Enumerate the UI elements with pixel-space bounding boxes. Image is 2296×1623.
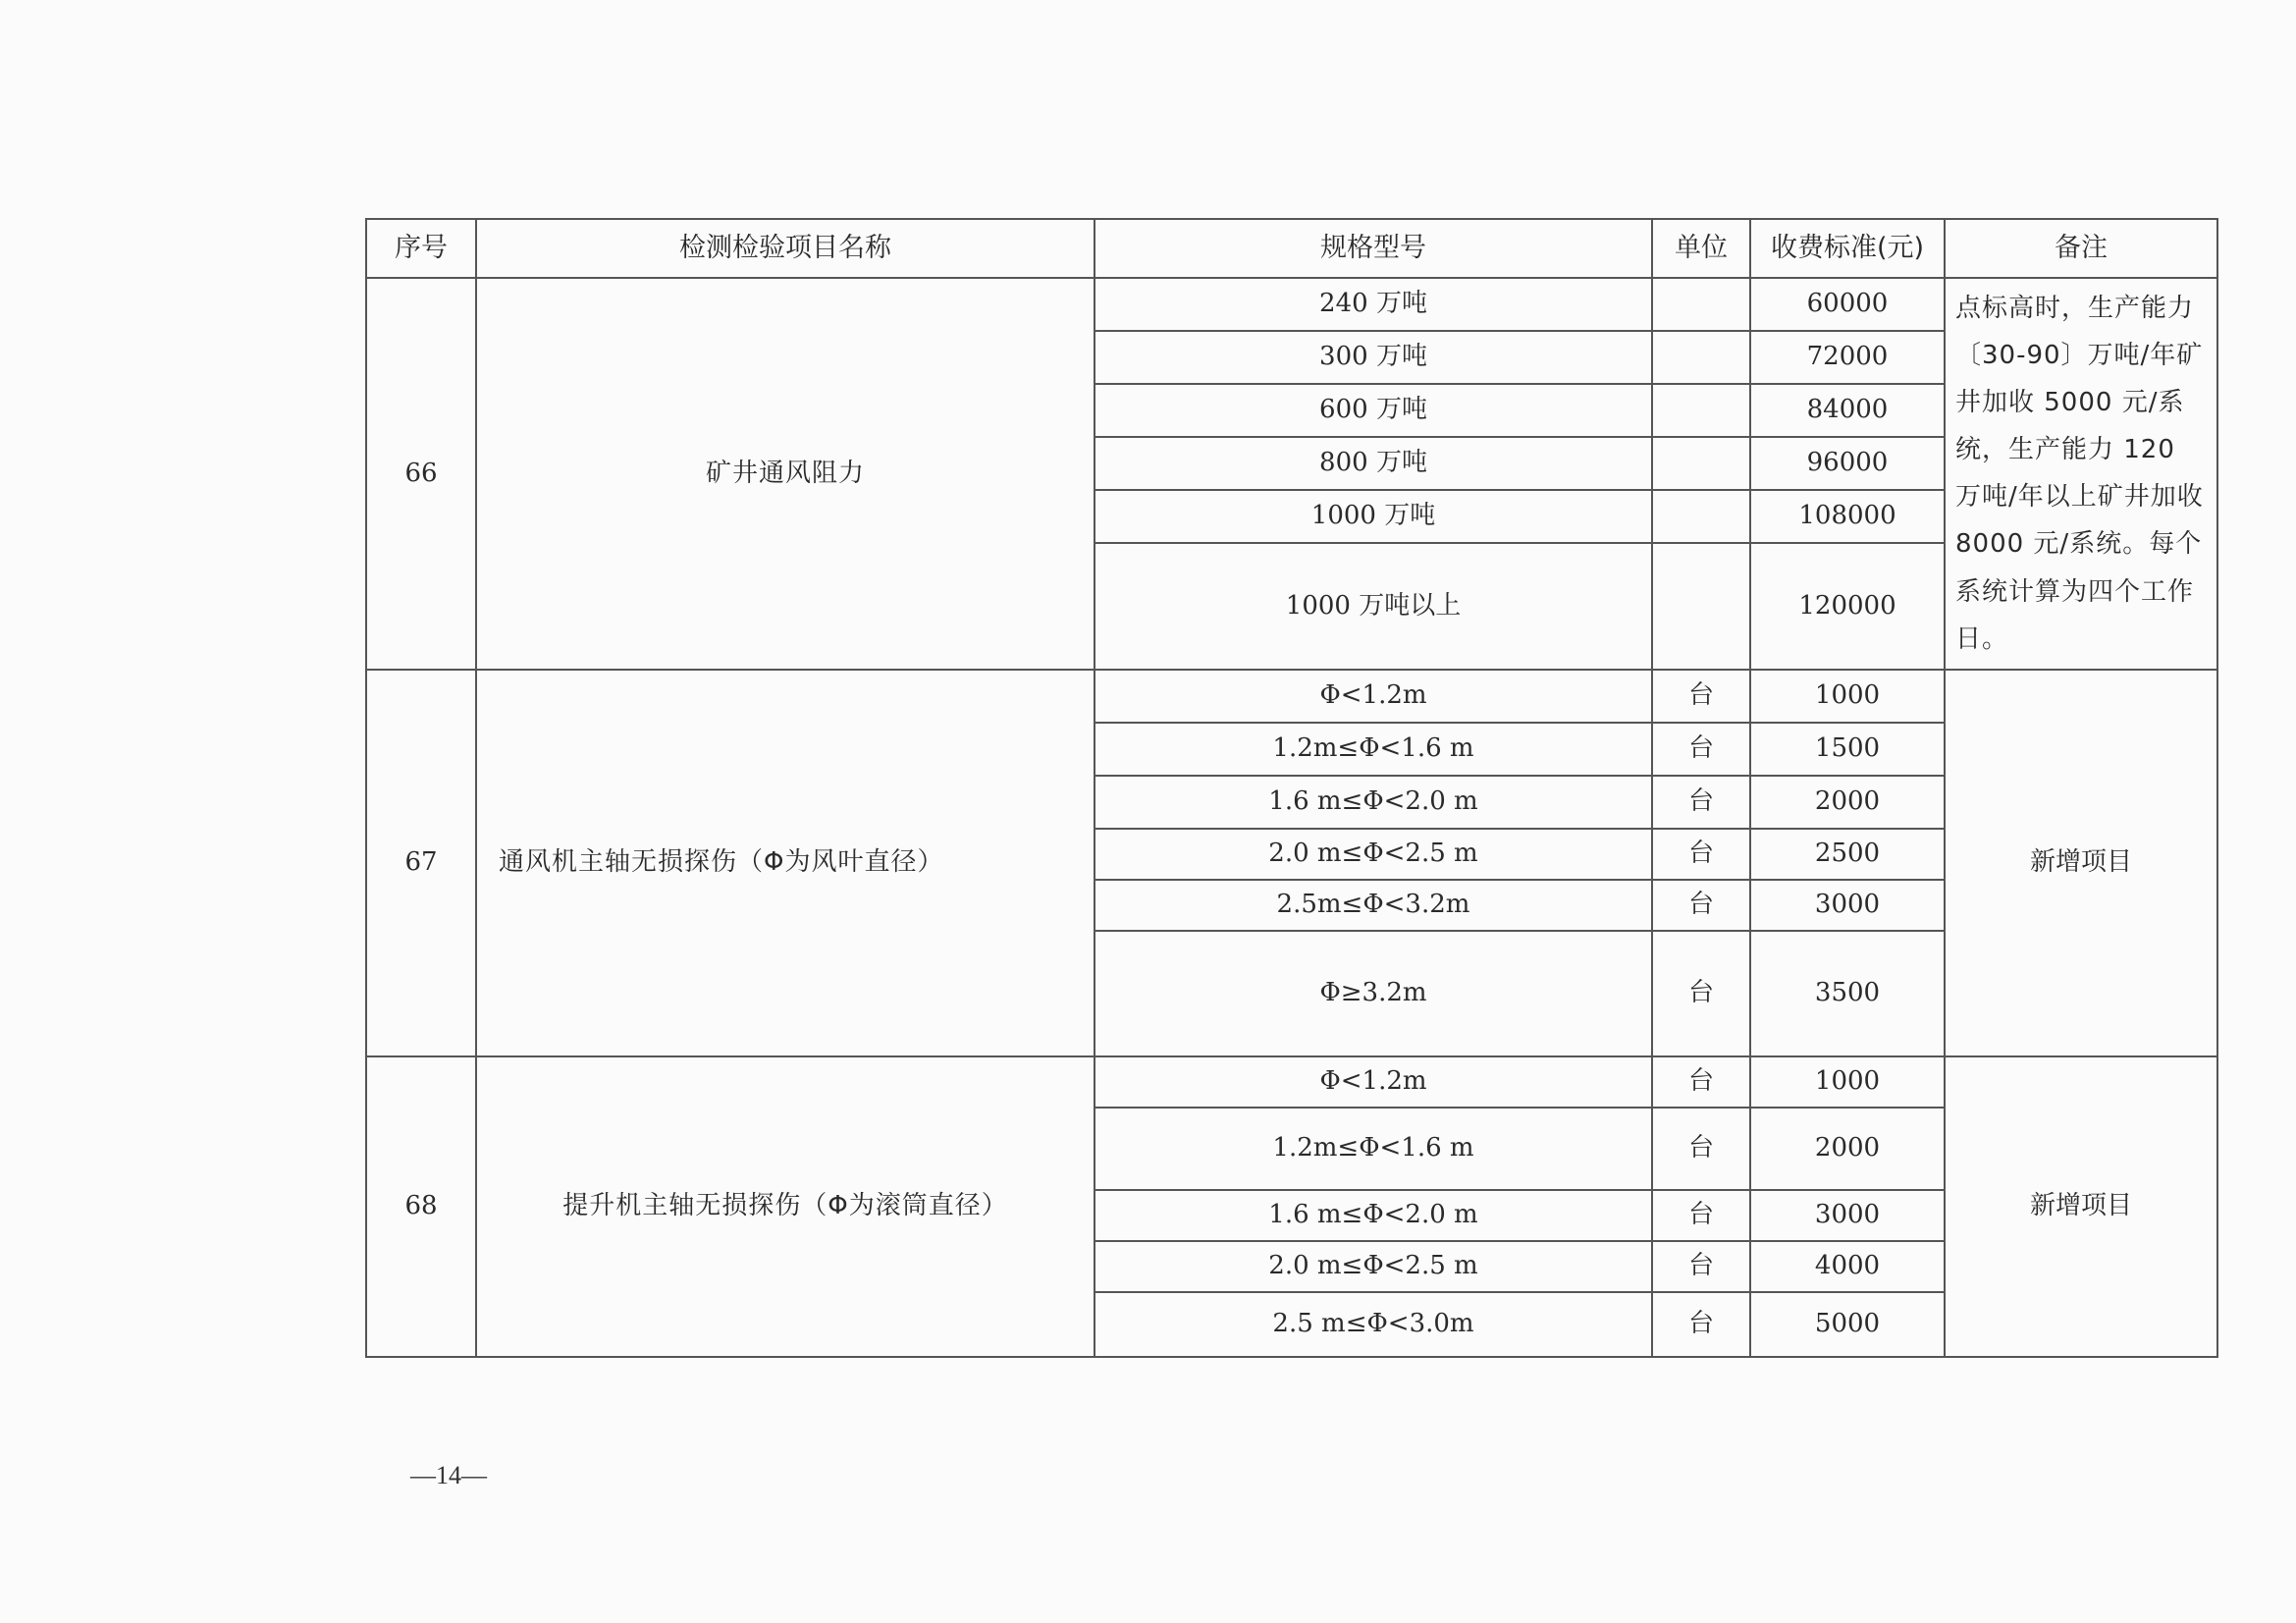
spec-cell: 240 万吨 <box>1095 278 1652 331</box>
fee-cell: 3000 <box>1750 880 1945 931</box>
row-no: 67 <box>366 670 476 1056</box>
spec-cell: Φ<1.2m <box>1095 670 1652 723</box>
spec-cell: 600 万吨 <box>1095 384 1652 437</box>
unit-cell <box>1652 490 1750 543</box>
fee-cell: 4000 <box>1750 1241 1945 1292</box>
fee-cell: 72000 <box>1750 331 1945 384</box>
fee-table-container <box>365 218 2216 1358</box>
unit-cell <box>1652 278 1750 331</box>
item-name: 提升机主轴无损探伤（Φ为滚筒直径） <box>476 1056 1095 1357</box>
fee-cell: 96000 <box>1750 437 1945 490</box>
header-fee: 收费标准(元) <box>1750 219 1945 278</box>
unit-cell: 台 <box>1652 1108 1750 1190</box>
spec-cell: 2.5 m≤Φ<3.0m <box>1095 1292 1652 1357</box>
unit-cell <box>1652 543 1750 670</box>
row-no: 68 <box>366 1056 476 1357</box>
fee-cell: 3000 <box>1750 1190 1945 1241</box>
header-unit: 单位 <box>1652 219 1750 278</box>
unit-cell: 台 <box>1652 829 1750 880</box>
fee-cell: 2000 <box>1750 776 1945 829</box>
unit-cell: 台 <box>1652 880 1750 931</box>
spec-cell: Φ<1.2m <box>1095 1056 1652 1108</box>
unit-cell: 台 <box>1652 776 1750 829</box>
fee-cell: 2500 <box>1750 829 1945 880</box>
row-no: 66 <box>366 278 476 670</box>
unit-cell: 台 <box>1652 670 1750 723</box>
header-spec: 规格型号 <box>1095 219 1652 278</box>
table-row <box>366 278 2217 331</box>
table-header-row <box>366 219 2217 278</box>
item-name: 矿井通风阻力 <box>476 278 1095 670</box>
header-item-name: 检测检验项目名称 <box>476 219 1095 278</box>
unit-cell: 台 <box>1652 723 1750 776</box>
fee-cell: 3500 <box>1750 931 1945 1056</box>
fee-table <box>365 218 2218 1358</box>
unit-cell: 台 <box>1652 931 1750 1056</box>
spec-cell: 800 万吨 <box>1095 437 1652 490</box>
fee-cell: 2000 <box>1750 1108 1945 1190</box>
unit-cell: 台 <box>1652 1056 1750 1108</box>
spec-cell: 1.6 m≤Φ<2.0 m <box>1095 776 1652 829</box>
spec-cell: 300 万吨 <box>1095 331 1652 384</box>
table-row <box>366 1056 2217 1108</box>
remark-cell: 新增项目 <box>1945 1056 2217 1357</box>
unit-cell <box>1652 384 1750 437</box>
spec-cell: 2.0 m≤Φ<2.5 m <box>1095 1241 1652 1292</box>
spec-cell: 2.0 m≤Φ<2.5 m <box>1095 829 1652 880</box>
unit-cell: 台 <box>1652 1292 1750 1357</box>
fee-cell: 1500 <box>1750 723 1945 776</box>
unit-cell <box>1652 331 1750 384</box>
item-name: 通风机主轴无损探伤（Φ为风叶直径） <box>476 670 1095 1056</box>
fee-cell: 60000 <box>1750 278 1945 331</box>
page-number: —14— <box>410 1461 487 1489</box>
spec-cell: 1000 万吨以上 <box>1095 543 1652 670</box>
remark-cell: 点标高时，生产能力〔30-90〕万吨/年矿井加收 5000 元/系统，生产能力 120 万吨/年以上矿井加收 8000 元/系统。每个系统计算为四个工作日。 <box>1945 278 2217 670</box>
spec-cell: 2.5m≤Φ<3.2m <box>1095 880 1652 931</box>
spec-cell: 1.6 m≤Φ<2.0 m <box>1095 1190 1652 1241</box>
fee-cell: 84000 <box>1750 384 1945 437</box>
remark-cell: 新增项目 <box>1945 670 2217 1056</box>
spec-cell: Φ≥3.2m <box>1095 931 1652 1056</box>
unit-cell: 台 <box>1652 1190 1750 1241</box>
fee-cell: 108000 <box>1750 490 1945 543</box>
spec-cell: 1.2m≤Φ<1.6 m <box>1095 723 1652 776</box>
fee-cell: 120000 <box>1750 543 1945 670</box>
fee-cell: 5000 <box>1750 1292 1945 1357</box>
unit-cell <box>1652 437 1750 490</box>
fee-cell: 1000 <box>1750 1056 1945 1108</box>
spec-cell: 1.2m≤Φ<1.6 m <box>1095 1108 1652 1190</box>
unit-cell: 台 <box>1652 1241 1750 1292</box>
table-row <box>366 670 2217 723</box>
spec-cell: 1000 万吨 <box>1095 490 1652 543</box>
header-no: 序号 <box>366 219 476 278</box>
fee-cell: 1000 <box>1750 670 1945 723</box>
header-remark: 备注 <box>1945 219 2217 278</box>
